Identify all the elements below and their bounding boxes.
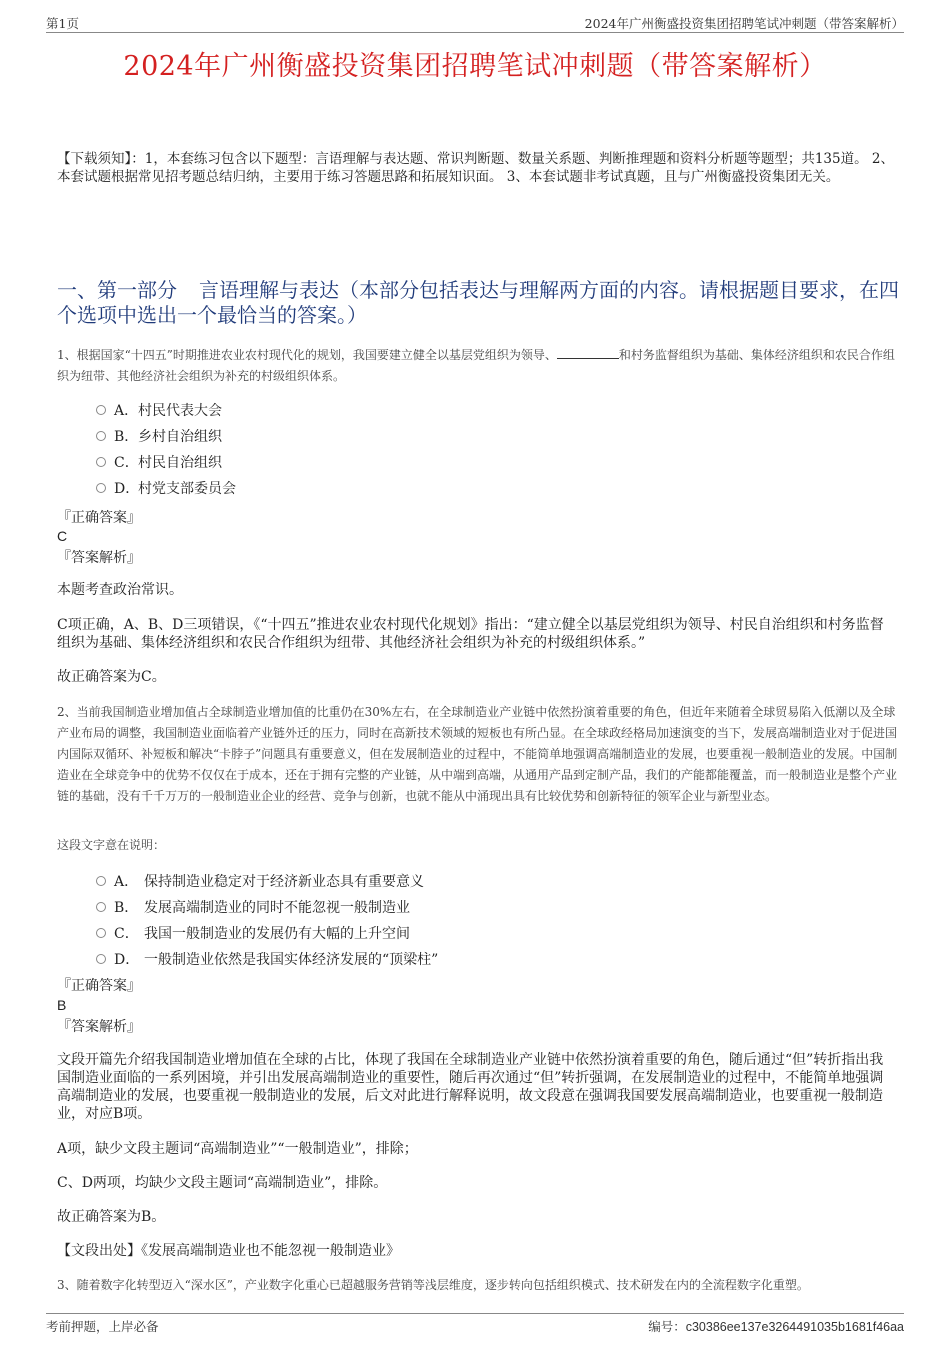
download-notice: 【下载须知】：1，本套练习包含以下题型：言语理解与表达题、常识判断题、数量关系题、判断推理题和资料分析题等题型；共135道。 2、本套试题根据常见招考题总结归纳，主要用于练习答题思路和拓展知识面。 3、本套试题非考试真题，且与广州衡盛投资集团无关。 [57,151,894,185]
header-doc-title: 2024年广州衡盛投资集团招聘笔试冲刺题（带答案解析） [584,16,904,31]
section-number: 一、第一部分 [57,278,177,302]
document-title: 2024年广州衡盛投资集团招聘笔试冲刺题（带答案解析） [123,51,827,82]
footer-code-value: c30386ee137e3264491035b1681f46aa [685,1320,904,1334]
q2-option-d[interactable]: D． 一般制造业依然是我国实体经济发展的“顶梁柱” [96,947,796,973]
q1-option-a[interactable]: A．村民代表大会 [96,398,796,424]
page-number: 第1页 [46,16,79,31]
question-2-options [96,869,796,973]
q2-analysis-1: 文段开篇先介绍我国制造业增加值在全球的占比，体现了我国在全球制造业产业链中依然扮演着重要的角色，随后通过“但”转折指出我国制造业面临的一系列困境，并引出发展高端制造业的重要性，随后再次通过“但”转折强调，在发展制造业的过程中，不能简单地强调高端制造业的发展，也要重视一般制造业的发展，后文对此进行解释说明，故文段意在强调我国要发展高端制造业，也要重视一般制造业，对应B项。 [57,1052,884,1122]
q2-option-b[interactable]: B． 发展高端制造业的同时不能忽视一般制造业 [96,895,796,921]
radio-icon[interactable] [96,457,106,467]
q1-option-c[interactable]: C．村民自治组织 [96,450,796,476]
radio-icon[interactable] [96,431,106,441]
footer-slogan: 考前押题，上岸必备 [46,1319,159,1334]
q2-correct-label: 『正确答案』 [57,978,141,994]
q2-answer: B [57,997,67,1013]
radio-icon[interactable] [96,902,106,912]
radio-icon[interactable] [96,483,106,493]
footer-code [648,1317,904,1335]
q2-analysis-2: A项，缺少文段主题词“高端制造业”“一般制造业”，排除； [57,1141,418,1157]
question-2-prompt: 这段文字意在说明： [57,838,166,852]
q1-answer: C [57,528,68,544]
q2-analysis-3: C、D两项，均缺少文段主题词“高端制造业”，排除。 [57,1175,388,1191]
section-text: 言语理解与表达（本部分包括表达与理解两方面的内容。请根据题目要求，在四个选项中选出一个最恰当的答案。） [57,278,899,327]
q2-analysis-4: 故正确答案为B。 [57,1209,166,1225]
question-2-stem: 2、当前我国制造业增加值占全球制造业增加值的比重仍在30%左右，在全球制造业产业链中依然扮演着重要的角色，但近年来随着全球贸易陷入低潮以及全球产业布局的调整，我国制造业面临着产业链外迁的压力，同时在高新技术领域的短板也有所凸显。在全球政经格局加速演变的当下，发展高端制造业对于促进国内国际双循环、补短板和解决“卡脖子”问题具有重要意义，但在发展制造业的过程中，不能简单地强调高端制造业的发展，也要重视一般制造业的发展。中国制造业在全球竞争中的优势不仅仅在于成本，还在于拥有完整的产业链，从中端到高端，从通用产品到定制产品，我们的产能都能覆盖，而一般制造业是整个产业链的基础，没有千千万万的一般制造业企业的经营、竞争与创新，也就不能从中涌现出具有比较优势和创新特征的领军企业与新型业态。 [57,705,898,803]
q1-correct-label: 『正确答案』 [57,510,141,526]
question-1-options [96,398,796,502]
q1-option-b[interactable]: B．乡村自治组织 [96,424,796,450]
radio-icon[interactable] [96,928,106,938]
page-header [46,14,904,33]
footer-code-label: 编号： [648,1319,686,1334]
q2-analysis-label: 『答案解析』 [57,1019,141,1035]
section-heading [57,278,905,328]
q1-analysis-label: 『答案解析』 [57,550,141,566]
q1-analysis-3: 故正确答案为C。 [57,669,166,685]
q2-source: 【文段出处】《发展高端制造业也不能忽视一般制造业》 [57,1243,400,1259]
q2-option-c[interactable]: C． 我国一般制造业的发展仍有大幅的上升空间 [96,921,796,947]
question-1-stem-part-b: 和村务监督组织为基础、集体经济组织和农民合作组织为纽带、其他经济社会组织为补充的村级组织体系。 [57,348,895,383]
radio-icon[interactable] [96,954,106,964]
radio-icon[interactable] [96,876,106,886]
q1-analysis-1: 本题考查政治常识。 [57,582,183,598]
question-1-stem-part-a: 1、根据国家“十四五”时期推进农业农村现代化的规划，我国要建立健全以基层党组织为领导、 [57,348,557,362]
q1-analysis-2: C项正确，A、B、D三项错误，《“十四五”推进农业农村现代化规划》指出：“建立健全以基层党组织为领导、村民自治组织和村务监督组织为基础、集体经济组织和农民合作组织为纽带、其他经济社会组织为补充的村级组织体系。” [57,617,884,651]
q2-option-a[interactable]: A． 保持制造业稳定对于经济新业态具有重要意义 [96,869,796,895]
question-1-stem [57,345,902,387]
radio-icon[interactable] [96,405,106,415]
q1-option-d[interactable]: D．村党支部委员会 [96,476,796,502]
blank-line [557,346,619,359]
question-3-stem: 3、随着数字化转型迈入“深水区”，产业数字化重心已超越服务营销等浅层维度，逐步转向包括组织模式、技术研发在内的全流程数字化重塑。 [57,1278,809,1292]
page-footer [46,1313,904,1334]
